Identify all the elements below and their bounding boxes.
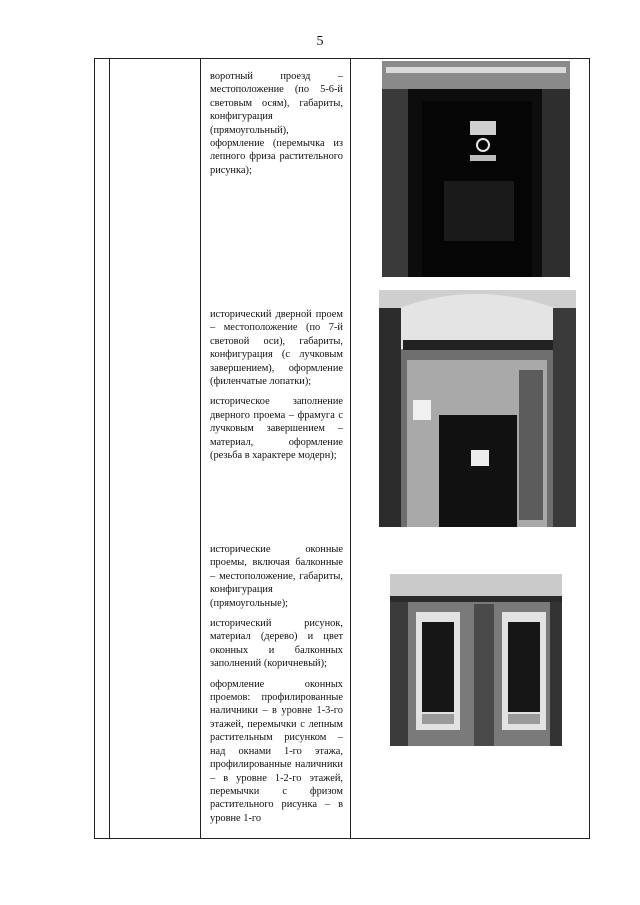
column-divider-1 bbox=[109, 58, 110, 839]
table-top-border bbox=[94, 58, 590, 59]
paragraph: историческое заполнение дверного проема – фрамуга с лучковым завершением – материал, оформление (резьба в характере модерн); bbox=[210, 396, 343, 462]
entry-windows-description bbox=[210, 543, 343, 832]
page-number: 5 bbox=[316, 34, 324, 49]
paragraph: исторический рисунок, материал (дерево) и цвет оконных и балконных заполнений (коричневый); bbox=[210, 618, 343, 670]
table-bottom-border bbox=[94, 838, 590, 839]
paragraph: оформление оконных проемов: профилированные наличники – в уровне 1-3-го этажей, перемычки с лепным растительным рисунком – над окнами 1-го этажа, профилированные наличники – в уровне 1-2-го этажей, перемычки с фризом растительного рисунка – в уровне 1-го bbox=[210, 678, 343, 824]
paragraph: воротный проезд – местоположение (по 5-6-й световым осям), габариты, конфигурация (прямоугольный), оформление (перемычка из лепного фриза растительного рисунка); bbox=[210, 71, 343, 176]
gateway-photo bbox=[382, 61, 570, 277]
column-divider-3 bbox=[350, 58, 351, 839]
table-border-right bbox=[589, 58, 590, 839]
entry-doorway-description bbox=[210, 308, 343, 469]
doorway-photo bbox=[379, 290, 576, 527]
entry-gateway-description bbox=[210, 70, 343, 184]
column-divider-2 bbox=[200, 58, 201, 839]
paragraph: исторические оконные проемы, включая балконные – местоположение, габариты, конфигурация (прямоугольные); bbox=[210, 544, 343, 609]
monument-table bbox=[94, 58, 590, 839]
windows-photo bbox=[390, 574, 562, 746]
table-border-left bbox=[94, 58, 95, 839]
paragraph: исторический дверной проем – местоположение (по 7-й световой оси), габариты, конфигурация (с лучковым завершением), оформление (филенчатые лопатки); bbox=[210, 309, 343, 388]
